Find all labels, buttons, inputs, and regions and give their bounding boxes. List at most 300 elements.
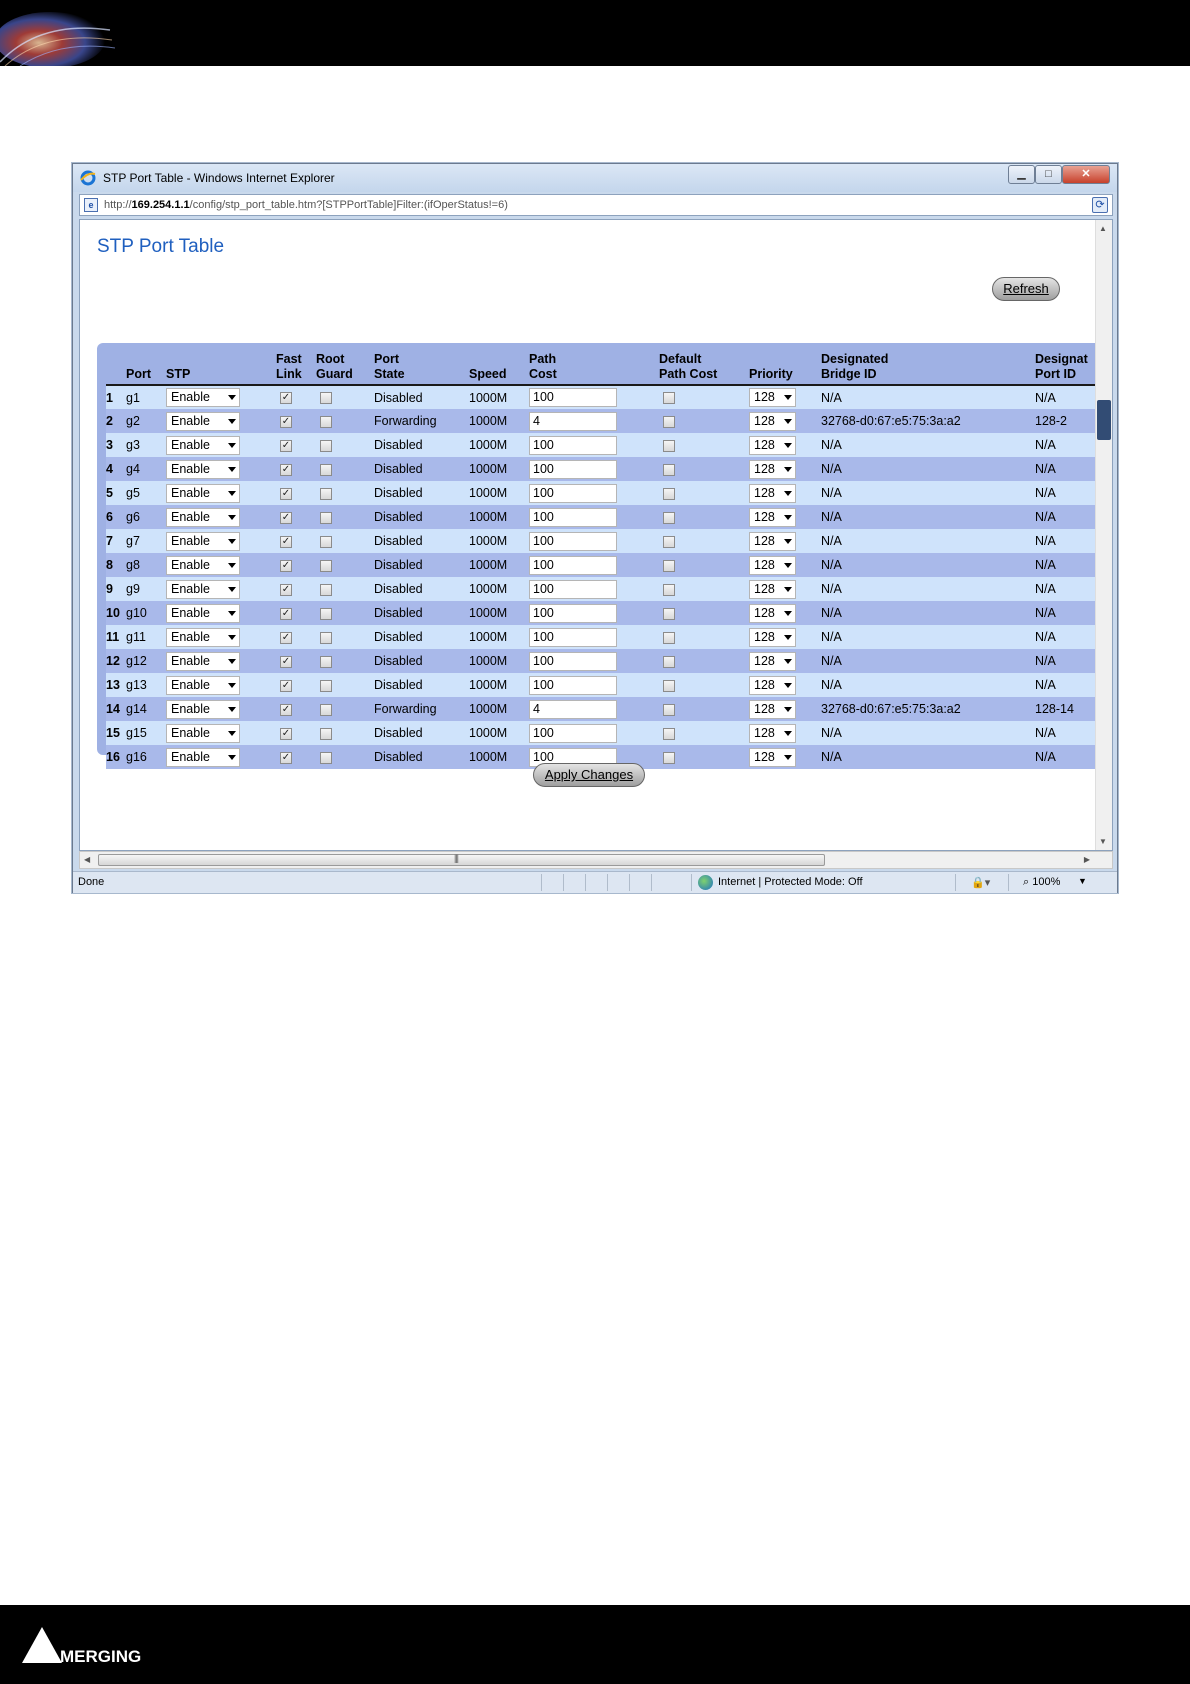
content-viewport	[79, 219, 1113, 851]
minimize-button[interactable]: ▁	[1008, 165, 1035, 184]
maximize-button[interactable]: □	[1035, 165, 1062, 184]
fast-link-checkbox[interactable]: ✓	[281, 439, 291, 451]
status-separator	[541, 874, 542, 891]
designated-bridge-id: N/A	[821, 577, 1035, 601]
header-default-path-cost: Default Path Cost	[659, 350, 749, 385]
path-cost-input[interactable]: 100	[529, 532, 617, 551]
row-index: 13	[106, 673, 126, 697]
designated-port-id: N/A	[1035, 745, 1095, 769]
table-row	[106, 625, 1095, 649]
row-index: 16	[106, 745, 126, 769]
chevron-down-icon	[228, 515, 236, 520]
path-cost-input[interactable]: 100	[529, 460, 617, 479]
stp-select[interactable]	[166, 436, 240, 455]
port-state: Disabled	[374, 577, 469, 601]
chevron-down-icon	[784, 635, 792, 640]
fast-link-checkbox[interactable]: ✓	[281, 392, 291, 404]
priority-select[interactable]	[749, 700, 796, 719]
stp-select-value: Enable	[171, 509, 210, 524]
port-name: g3	[126, 433, 166, 457]
port-speed: 1000M	[469, 745, 529, 769]
status-separator	[585, 874, 586, 891]
stp-select-value: Enable	[171, 749, 210, 764]
port-name: g12	[126, 649, 166, 673]
root-guard-checkbox[interactable]	[320, 680, 332, 692]
priority-select[interactable]	[749, 436, 796, 455]
table-header-row	[106, 350, 1095, 385]
chevron-down-icon	[784, 659, 792, 664]
port-state: Disabled	[374, 745, 469, 769]
stp-table-body	[106, 385, 1095, 769]
header-designated-port: Designat Port ID	[1035, 350, 1095, 385]
stp-select[interactable]	[166, 580, 240, 599]
priority-select[interactable]	[749, 580, 796, 599]
table-row	[106, 505, 1095, 529]
page-icon: e	[84, 198, 98, 212]
root-guard-checkbox[interactable]	[320, 608, 332, 620]
stp-select-value: Enable	[171, 533, 210, 548]
fast-link-checkbox[interactable]: ✓	[281, 415, 291, 427]
default-path-cost-checkbox[interactable]	[663, 752, 675, 764]
port-speed: 1000M	[469, 721, 529, 745]
root-guard-checkbox[interactable]	[320, 656, 332, 668]
priority-select[interactable]	[749, 388, 796, 407]
stp-select[interactable]	[166, 508, 240, 527]
port-name: g8	[126, 553, 166, 577]
fast-link-checkbox[interactable]: ✓	[281, 487, 291, 499]
stp-table-panel	[97, 343, 1097, 764]
root-guard-checkbox[interactable]	[320, 512, 332, 524]
zoom-dropdown-icon[interactable]: ▼	[1078, 876, 1087, 886]
port-name: g11	[126, 625, 166, 649]
priority-select[interactable]	[749, 532, 796, 551]
priority-select[interactable]	[749, 460, 796, 479]
stp-select[interactable]	[166, 412, 240, 431]
port-speed: 1000M	[469, 481, 529, 505]
horizontal-scroll-thumb[interactable]	[98, 854, 825, 866]
header-port-state: Port State	[374, 350, 469, 385]
table-row	[106, 529, 1095, 553]
globe-icon	[698, 875, 713, 890]
row-index: 1	[106, 385, 126, 409]
port-name: g7	[126, 529, 166, 553]
chevron-down-icon	[784, 419, 792, 424]
header-port: Port	[126, 350, 166, 385]
scroll-right-arrow-icon[interactable]: ▶	[1083, 855, 1090, 864]
row-index: 4	[106, 457, 126, 481]
priority-select-value: 128	[754, 701, 775, 716]
priority-select[interactable]	[749, 484, 796, 503]
port-speed: 1000M	[469, 697, 529, 721]
chevron-down-icon	[228, 587, 236, 592]
designated-port-id: N/A	[1035, 481, 1095, 505]
fast-link-checkbox[interactable]: ✓	[281, 559, 291, 571]
scroll-down-arrow-icon[interactable]: ▼	[1099, 837, 1107, 846]
chevron-down-icon	[784, 611, 792, 616]
path-cost-input[interactable]: 100	[529, 652, 617, 671]
priority-select[interactable]	[749, 556, 796, 575]
fast-link-checkbox[interactable]: ✓	[281, 607, 291, 619]
designated-port-id: N/A	[1035, 625, 1095, 649]
stp-select-value: Enable	[171, 725, 210, 740]
path-cost-input[interactable]: 4	[529, 412, 617, 431]
status-bar	[73, 871, 1117, 893]
fast-link-checkbox[interactable]: ✓	[281, 463, 291, 475]
port-name: g16	[126, 745, 166, 769]
table-row	[106, 481, 1095, 505]
priority-select-value: 128	[754, 390, 775, 404]
port-state: Disabled	[374, 625, 469, 649]
priority-select-value: 128	[754, 509, 775, 524]
status-separator	[1008, 874, 1009, 891]
path-cost-input[interactable]: 100	[529, 676, 617, 695]
port-name: g15	[126, 721, 166, 745]
fast-link-checkbox[interactable]: ✓	[281, 511, 291, 523]
path-cost-input[interactable]: 100	[529, 628, 617, 647]
root-guard-checkbox[interactable]	[320, 584, 332, 596]
row-index: 14	[106, 697, 126, 721]
designated-bridge-id: N/A	[821, 457, 1035, 481]
header-fast-link: Fast Link	[276, 350, 316, 385]
designated-port-id: 128-2	[1035, 409, 1095, 433]
designated-bridge-id: N/A	[821, 721, 1035, 745]
chevron-down-icon	[784, 515, 792, 520]
designated-bridge-id: N/A	[821, 433, 1035, 457]
apply-changes-button[interactable]: Apply Changes	[533, 763, 645, 787]
priority-select[interactable]	[749, 652, 796, 671]
port-speed: 1000M	[469, 601, 529, 625]
designated-bridge-id: N/A	[821, 601, 1035, 625]
default-path-cost-checkbox[interactable]	[663, 632, 675, 644]
stp-select[interactable]	[166, 460, 240, 479]
port-state: Disabled	[374, 601, 469, 625]
designated-port-id: 128-14	[1035, 697, 1095, 721]
path-cost-input[interactable]: 100	[529, 436, 617, 455]
root-guard-checkbox[interactable]	[320, 752, 332, 764]
default-path-cost-checkbox[interactable]	[663, 656, 675, 668]
fast-link-checkbox[interactable]: ✓	[281, 535, 291, 547]
chevron-down-icon	[784, 755, 792, 760]
horizontal-scrollbar[interactable]	[79, 851, 1113, 869]
designated-bridge-id: 32768-d0:67:e5:75:3a:a2	[821, 409, 1035, 433]
header-path-cost: Path Cost	[529, 350, 659, 385]
stp-select[interactable]	[166, 556, 240, 575]
stp-select-value: Enable	[171, 485, 210, 500]
stp-select[interactable]	[166, 532, 240, 551]
port-speed: 1000M	[469, 673, 529, 697]
default-path-cost-checkbox[interactable]	[663, 416, 675, 428]
stp-select[interactable]	[166, 748, 240, 767]
designated-port-id: N/A	[1035, 505, 1095, 529]
row-index: 3	[106, 433, 126, 457]
port-state: Disabled	[374, 649, 469, 673]
root-guard-checkbox[interactable]	[320, 560, 332, 572]
fast-link-checkbox[interactable]: ✓	[281, 751, 291, 763]
zoom-value: 100%	[1032, 876, 1061, 888]
path-cost-input[interactable]: 100	[529, 388, 617, 407]
stp-select[interactable]	[166, 676, 240, 695]
path-cost-input[interactable]: 100	[529, 748, 617, 767]
status-separator	[955, 874, 956, 891]
default-path-cost-checkbox[interactable]	[663, 584, 675, 596]
priority-select[interactable]	[749, 748, 796, 767]
priority-select[interactable]	[749, 508, 796, 527]
designated-port-id: N/A	[1035, 721, 1095, 745]
address-prefix: http://	[104, 199, 132, 211]
stp-select-value: Enable	[171, 677, 210, 692]
root-guard-checkbox[interactable]	[320, 632, 332, 644]
port-state: Disabled	[374, 385, 469, 409]
window-title: STP Port Table - Windows Internet Explorer	[103, 171, 335, 185]
designated-bridge-id: N/A	[821, 649, 1035, 673]
chevron-down-icon	[784, 491, 792, 496]
root-guard-checkbox[interactable]	[320, 440, 332, 452]
path-cost-input[interactable]: 100	[529, 508, 617, 527]
chevron-down-icon	[784, 731, 792, 736]
table-row	[106, 553, 1095, 577]
browser-window	[72, 163, 1118, 893]
address-path: /config/stp_port_table.htm?[STPPortTable]Filter:(ifOperStatus!=6)	[189, 199, 508, 211]
scroll-grip-icon: |||	[454, 853, 459, 863]
designated-port-id: N/A	[1035, 577, 1095, 601]
port-name: g14	[126, 697, 166, 721]
root-guard-checkbox[interactable]	[320, 536, 332, 548]
priority-select-value: 128	[754, 485, 775, 500]
status-separator	[651, 874, 652, 891]
path-cost-input[interactable]: 4	[529, 700, 617, 719]
designated-bridge-id: N/A	[821, 481, 1035, 505]
default-path-cost-checkbox[interactable]	[663, 608, 675, 620]
port-name: g5	[126, 481, 166, 505]
security-zone[interactable]: Internet | Protected Mode: Off	[718, 876, 863, 888]
chevron-down-icon	[228, 707, 236, 712]
refresh-page-icon[interactable]: ⟳	[1092, 197, 1108, 213]
root-guard-checkbox[interactable]	[320, 704, 332, 716]
priority-select[interactable]	[749, 676, 796, 695]
default-path-cost-checkbox[interactable]	[663, 680, 675, 692]
status-separator	[563, 874, 564, 891]
priority-select[interactable]	[749, 628, 796, 647]
designated-bridge-id: 32768-d0:67:e5:75:3a:a2	[821, 697, 1035, 721]
port-speed: 1000M	[469, 385, 529, 409]
stp-select[interactable]	[166, 484, 240, 503]
vertical-scroll-thumb[interactable]	[1097, 400, 1111, 440]
table-row	[106, 697, 1095, 721]
designated-bridge-id: N/A	[821, 745, 1035, 769]
header-speed: Speed	[469, 350, 529, 385]
path-cost-input[interactable]: 100	[529, 556, 617, 575]
default-path-cost-checkbox[interactable]	[663, 536, 675, 548]
priority-select-value: 128	[754, 581, 775, 596]
chevron-down-icon	[784, 467, 792, 472]
bottom-banner	[0, 1605, 1190, 1684]
top-banner	[0, 0, 1190, 66]
designated-bridge-id: N/A	[821, 529, 1035, 553]
row-index: 7	[106, 529, 126, 553]
port-state: Forwarding	[374, 697, 469, 721]
chevron-down-icon	[228, 467, 236, 472]
stp-select[interactable]	[166, 628, 240, 647]
banner-art-icon	[0, 0, 115, 66]
port-state: Disabled	[374, 553, 469, 577]
chevron-down-icon	[228, 755, 236, 760]
table-row	[106, 649, 1095, 673]
row-index: 2	[106, 409, 126, 433]
priority-select-value: 128	[754, 533, 775, 548]
scroll-up-arrow-icon[interactable]: ▲	[1099, 224, 1107, 233]
port-speed: 1000M	[469, 553, 529, 577]
refresh-button[interactable]: Refresh	[992, 277, 1060, 301]
stp-select[interactable]	[166, 724, 240, 743]
port-state: Disabled	[374, 505, 469, 529]
priority-select-value: 128	[754, 413, 775, 428]
header-priority: Priority	[749, 350, 821, 385]
port-speed: 1000M	[469, 505, 529, 529]
table-row	[106, 673, 1095, 697]
row-index: 9	[106, 577, 126, 601]
page-title: STP Port Table	[97, 236, 225, 257]
port-state: Disabled	[374, 433, 469, 457]
row-index: 10	[106, 601, 126, 625]
chevron-down-icon	[784, 443, 792, 448]
row-index: 5	[106, 481, 126, 505]
path-cost-input[interactable]: 100	[529, 724, 617, 743]
port-name: g10	[126, 601, 166, 625]
stp-select-value: Enable	[171, 413, 210, 428]
priority-select-value: 128	[754, 461, 775, 476]
stp-select-value: Enable	[171, 557, 210, 572]
stp-select-value: Enable	[171, 581, 210, 596]
address-url[interactable]	[104, 199, 508, 211]
chevron-down-icon	[228, 419, 236, 424]
address-host: 169.254.1.1	[131, 199, 190, 211]
chevron-down-icon	[784, 395, 792, 400]
row-index: 12	[106, 649, 126, 673]
stp-port-table	[106, 350, 1095, 769]
root-guard-checkbox[interactable]	[320, 488, 332, 500]
port-state: Disabled	[374, 481, 469, 505]
root-guard-checkbox[interactable]	[320, 464, 332, 476]
chevron-down-icon	[228, 635, 236, 640]
fast-link-checkbox[interactable]: ✓	[281, 727, 291, 739]
status-separator	[629, 874, 630, 891]
stp-select[interactable]	[166, 700, 240, 719]
ie-icon	[80, 170, 96, 186]
vertical-scrollbar[interactable]	[1095, 220, 1112, 850]
designated-bridge-id: N/A	[821, 505, 1035, 529]
default-path-cost-checkbox[interactable]	[663, 392, 675, 404]
chevron-down-icon	[784, 707, 792, 712]
fast-link-checkbox[interactable]: ✓	[281, 655, 291, 667]
default-path-cost-checkbox[interactable]	[663, 560, 675, 572]
close-button[interactable]: ✕	[1062, 165, 1110, 184]
row-index: 11	[106, 625, 126, 649]
root-guard-checkbox[interactable]	[320, 416, 332, 428]
lock-icon[interactable]: 🔒▾	[971, 877, 991, 889]
port-state: Disabled	[374, 457, 469, 481]
chevron-down-icon	[228, 563, 236, 568]
header-root-guard: Root Guard	[316, 350, 374, 385]
port-speed: 1000M	[469, 649, 529, 673]
table-row	[106, 721, 1095, 745]
chevron-down-icon	[228, 443, 236, 448]
status-text: Done	[78, 876, 105, 888]
port-speed: 1000M	[469, 625, 529, 649]
fast-link-checkbox[interactable]: ✓	[281, 703, 291, 715]
port-speed: 1000M	[469, 577, 529, 601]
stp-select[interactable]	[166, 388, 240, 407]
priority-select[interactable]	[749, 412, 796, 431]
priority-select[interactable]	[749, 604, 796, 623]
root-guard-checkbox[interactable]	[320, 392, 332, 404]
stp-select-value: Enable	[171, 653, 210, 668]
stp-select[interactable]	[166, 652, 240, 671]
root-guard-checkbox[interactable]	[320, 728, 332, 740]
table-row	[106, 577, 1095, 601]
fast-link-checkbox[interactable]: ✓	[281, 631, 291, 643]
address-bar[interactable]	[79, 194, 1113, 216]
chevron-down-icon	[228, 491, 236, 496]
port-state: Disabled	[374, 529, 469, 553]
stp-select-value: Enable	[171, 437, 210, 452]
designated-bridge-id: N/A	[821, 673, 1035, 697]
row-index: 6	[106, 505, 126, 529]
status-separator	[691, 874, 692, 891]
designated-port-id: N/A	[1035, 457, 1095, 481]
port-state: Forwarding	[374, 409, 469, 433]
port-speed: 1000M	[469, 409, 529, 433]
priority-select-value: 128	[754, 557, 775, 572]
priority-select-value: 128	[754, 653, 775, 668]
row-index: 8	[106, 553, 126, 577]
priority-select-value: 128	[754, 437, 775, 452]
default-path-cost-checkbox[interactable]	[663, 440, 675, 452]
designated-port-id: N/A	[1035, 673, 1095, 697]
path-cost-input[interactable]: 100	[529, 604, 617, 623]
priority-select-value: 128	[754, 629, 775, 644]
priority-select[interactable]	[749, 724, 796, 743]
designated-port-id: N/A	[1035, 529, 1095, 553]
port-name: g2	[126, 409, 166, 433]
fast-link-checkbox[interactable]: ✓	[281, 583, 291, 595]
stp-select[interactable]	[166, 604, 240, 623]
chevron-down-icon	[228, 611, 236, 616]
chevron-down-icon	[228, 731, 236, 736]
path-cost-input[interactable]: 100	[529, 580, 617, 599]
priority-select-value: 128	[754, 725, 775, 740]
designated-port-id: N/A	[1035, 553, 1095, 577]
default-path-cost-checkbox[interactable]	[663, 512, 675, 524]
default-path-cost-checkbox[interactable]	[663, 464, 675, 476]
default-path-cost-checkbox[interactable]	[663, 704, 675, 716]
port-speed: 1000M	[469, 433, 529, 457]
fast-link-checkbox[interactable]: ✓	[281, 679, 291, 691]
scroll-left-arrow-icon[interactable]: ◀	[84, 855, 91, 864]
default-path-cost-checkbox[interactable]	[663, 728, 675, 740]
designated-port-id: N/A	[1035, 433, 1095, 457]
port-name: g6	[126, 505, 166, 529]
default-path-cost-checkbox[interactable]	[663, 488, 675, 500]
zoom-level[interactable]	[1023, 876, 1060, 889]
port-speed: 1000M	[469, 457, 529, 481]
priority-select-value: 128	[754, 605, 775, 620]
stp-select-value: Enable	[171, 605, 210, 620]
zoom-icon: ⌕	[1023, 876, 1030, 888]
port-state: Disabled	[374, 721, 469, 745]
path-cost-input[interactable]: 100	[529, 484, 617, 503]
table-row	[106, 385, 1095, 409]
port-speed: 1000M	[469, 529, 529, 553]
